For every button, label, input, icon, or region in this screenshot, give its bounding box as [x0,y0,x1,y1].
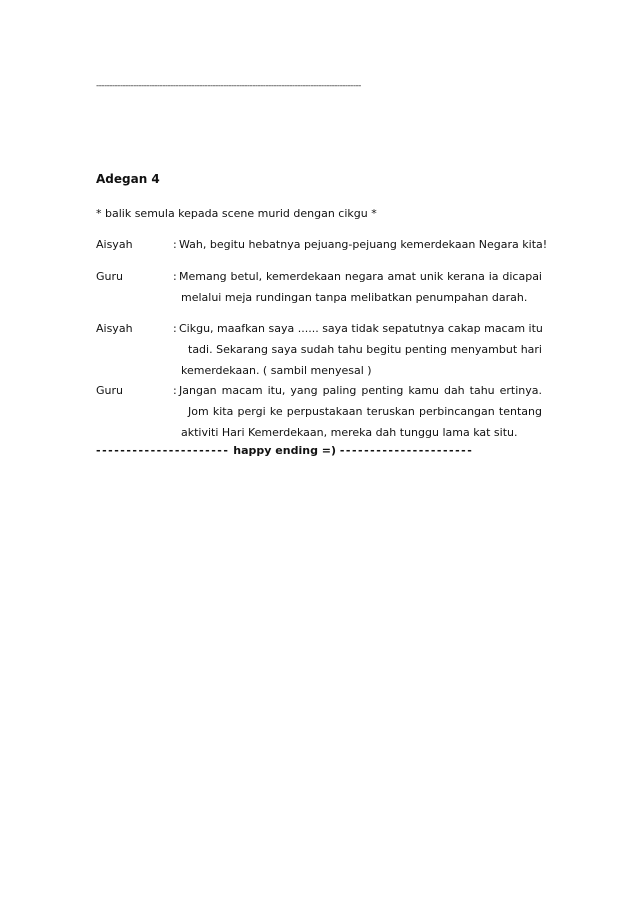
dialogue-text [179,234,548,255]
dialogue-line: aktiviti Hari Kemerdekaan, mereka dah tunggu lama kat situ. [181,426,518,439]
dialogue-text [179,318,542,381]
ending-left-dashes: ---------------------- [96,444,230,457]
dialogue-line: melalui meja rundingan tanpa melibatkan penumpahan darah. [181,291,528,304]
stage-direction: * balik semula kepada scene murid dengan cikgu * [96,207,377,220]
ending-line [96,444,542,457]
colon: : [173,322,177,335]
colon: : [173,238,177,251]
dialogue-text [179,266,542,308]
colon: : [173,384,177,397]
dialogue-line: kemerdekaan. ( sambil menyesal ) [181,364,372,377]
dialogue-line: Memang betul, kemerdekaan negara amat unik kerana ia dicapai [179,270,542,283]
dialogue-line: Wah, begitu hebatnya pejuang-pejuang kemerdekaan Negara kita! [179,238,548,251]
speaker-name: Guru [96,270,123,283]
top-dashed-rule: ---------------------------------------------------------------------------------------------------- [96,81,361,91]
dialogue-line: Jom kita pergi ke perpustakaan teruskan perbincangan tentang [188,405,542,418]
speaker-name: Guru [96,384,123,397]
scene-heading: Adegan 4 [96,172,160,186]
dialogue-line: tadi. Sekarang saya sudah tahu begitu penting menyambut hari [188,343,542,356]
speaker-name: Aisyah [96,238,133,251]
dialogue-text [179,380,542,443]
ending-right-dashes: ---------------------- [339,444,474,457]
colon: : [173,270,177,283]
ending-label: happy ending =) [233,444,337,457]
speaker-name: Aisyah [96,322,133,335]
dialogue-line: Jangan macam itu, yang paling penting kamu dah tahu ertinya. [179,384,542,397]
dialogue-line: Cikgu, maafkan saya ...... saya tidak sepatutnya cakap macam itu [179,322,543,335]
